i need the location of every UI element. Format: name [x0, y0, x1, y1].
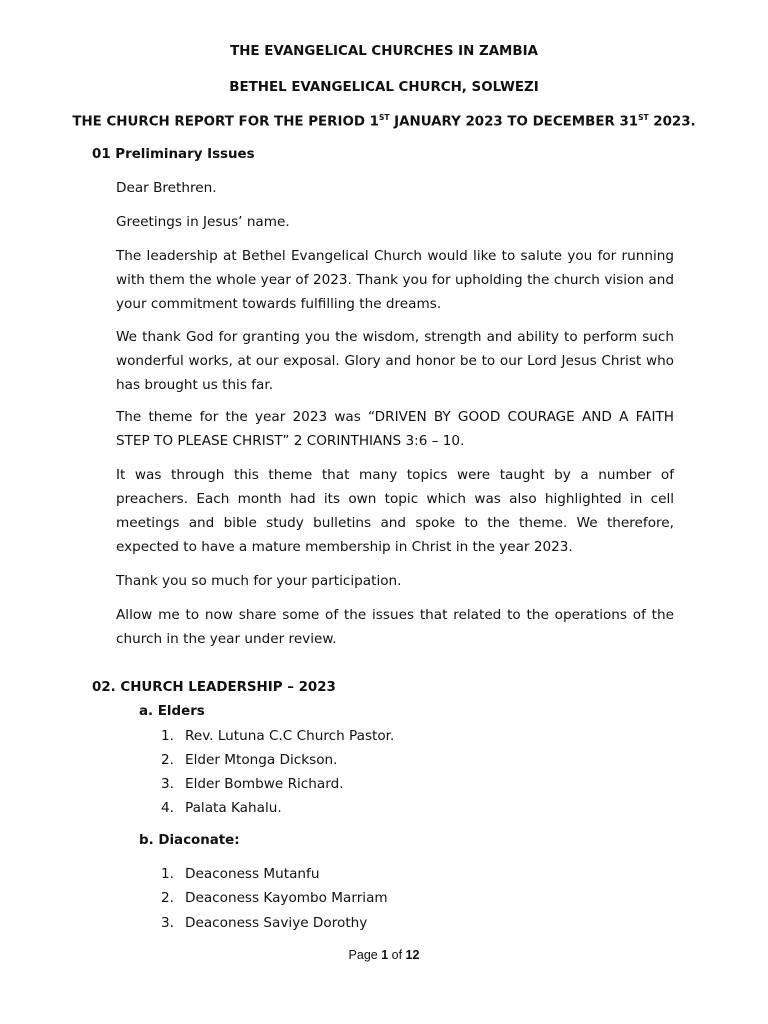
paragraph-operations: Allow me to now share some of the issues that related to the operations of the church in the year under review. — [116, 607, 674, 647]
list-number: 1. — [161, 866, 174, 882]
list-text: Elder Mtonga Dickson. — [185, 752, 338, 768]
paragraph-theme: The theme for the year 2023 was “DRIVEN BY GOOD COURAGE AND A FAITH STEP TO PLEASE CHRIST” 2 CORINTHIANS 3:6 – 10. — [116, 409, 674, 449]
report-title-part-b: JANUARY 2023 TO DECEMBER 31 — [389, 114, 639, 130]
list-item — [161, 728, 394, 744]
list-item — [161, 776, 344, 792]
list-number: 3. — [161, 915, 174, 931]
list-text: Deaconess Saviye Dorothy — [185, 915, 368, 931]
page-word: Page — [348, 948, 382, 962]
list-number: 3. — [161, 776, 174, 792]
list-number: 2. — [161, 752, 174, 768]
paragraph-topics: It was through this theme that many topics were taught by a number of preachers. Each month had its own topic which was also highlighted in cell meetings and bible study bulletins and spoke to the theme. We therefore, expected to have a mature membership in Christ in the year 2023. — [116, 467, 674, 555]
paragraph-thank-you: Thank you so much for your participation. — [116, 573, 402, 589]
list-item — [161, 866, 319, 882]
report-title — [0, 113, 768, 129]
report-title-sup-2: ST — [638, 113, 649, 122]
list-number: 1. — [161, 728, 174, 744]
church-title: BETHEL EVANGELICAL CHURCH, SOLWEZI — [229, 80, 539, 95]
report-title-part-c: 2023. — [648, 114, 696, 130]
paragraph-thanks-god: We thank God for granting you the wisdom, strength and ability to perform such wonderful works, at our exposal. Glory and honor be to our Lord Jesus Christ who has brought us this far. — [116, 329, 674, 393]
paragraph-leadership-salute: The leadership at Bethel Evangelical Church would like to salute you for running with them the whole year of 2023. Thank you for upholding the church vision and your commitment towards fulfilling the dreams. — [116, 248, 674, 312]
list-text: Deaconess Kayombo Marriam — [185, 890, 388, 906]
list-item — [161, 800, 282, 816]
list-text: Palata Kahalu. — [185, 800, 282, 816]
diaconate-title: b. Diaconate: — [139, 833, 240, 848]
paragraph-greeting: Greetings in Jesus’ name. — [116, 214, 290, 230]
list-item — [161, 890, 388, 906]
list-number: 2. — [161, 890, 174, 906]
list-text: Rev. Lutuna C.C Church Pastor. — [185, 728, 395, 744]
report-title-sup-1: ST — [378, 113, 390, 122]
section-preliminary-title: 01 Preliminary Issues — [92, 147, 255, 162]
page-current: 1 — [381, 948, 389, 962]
page-total: 12 — [405, 948, 420, 962]
list-number: 4. — [161, 800, 174, 816]
org-title: THE EVANGELICAL CHURCHES IN ZAMBIA — [230, 44, 538, 59]
section-leadership-title: 02. CHURCH LEADERSHIP – 2023 — [92, 680, 336, 695]
report-title-part-a: THE CHURCH REPORT FOR THE PERIOD 1 — [72, 114, 379, 130]
list-item — [161, 752, 337, 768]
list-text: Deaconess Mutanfu — [185, 866, 320, 882]
page-number-footer — [0, 948, 768, 962]
elders-title: a. Elders — [139, 704, 205, 719]
list-text: Elder Bombwe Richard. — [185, 776, 344, 792]
of-word: of — [388, 948, 406, 962]
list-item — [161, 915, 367, 931]
paragraph-salutation: Dear Brethren. — [116, 180, 217, 196]
